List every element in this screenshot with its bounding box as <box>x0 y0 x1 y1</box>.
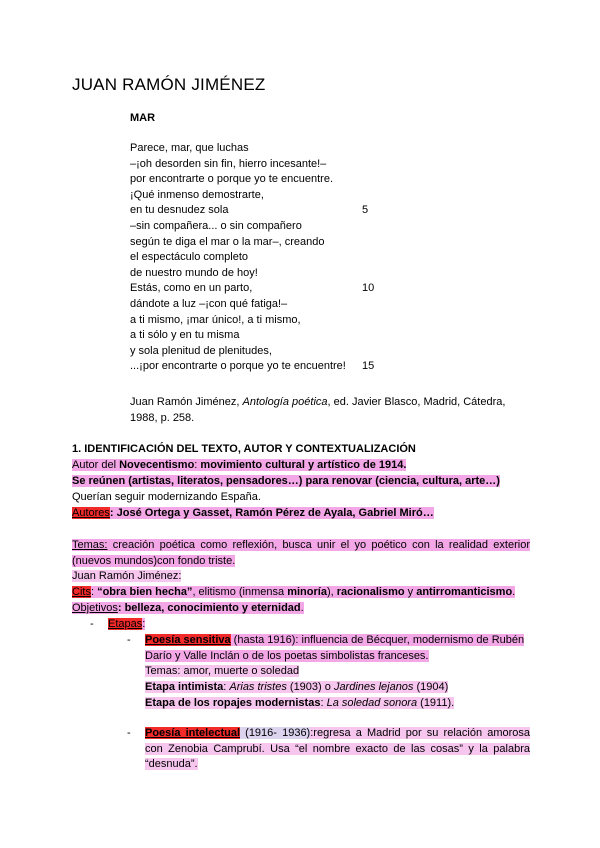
poem-line <box>130 141 346 157</box>
reunen-line: Se reúnen (artistas, literatos, pensadores…) para renovar (ciencia, cultura, arte…) <box>72 475 500 487</box>
bullet-dash: - <box>90 618 94 630</box>
citation-rest: , ed. Javier Blasco, Madrid, Cátedra, 1988, p. 258. <box>130 396 506 424</box>
poem-line-text: en tu desnudez sola <box>130 204 229 217</box>
jrj-line: Juan Ramón Jiménez: <box>72 570 182 582</box>
poem-line <box>130 188 346 204</box>
poem-line <box>130 157 346 173</box>
poem-line <box>130 172 346 188</box>
poem-citation <box>130 395 510 426</box>
autores-line: Autores: José Ortega y Gasset, Ramón Pérez de Ayala, Gabriel Miró… <box>72 507 434 519</box>
poem-line <box>130 313 346 329</box>
poem <box>130 141 375 375</box>
poem-line <box>130 359 375 375</box>
temas-paragraph: Temas: creación poética como reflexión, busca unir el yo poético con la realidad exterior (nuevos mundos)con fondo triste. <box>72 539 530 567</box>
poem-line <box>130 203 369 219</box>
poem-line-text: –sin compañera... o sin compañero <box>130 219 302 232</box>
autores-label: Autores <box>72 507 110 519</box>
sens-paragraph: Poesía sensitiva (hasta 1916): influencia de Bécquer, modernismo de Rubén Darío y Valle Inclán o de los poetas simbolistas franceses. <box>145 634 525 662</box>
poem-line-text: y sola plenitud de plenitudes, <box>130 344 272 357</box>
poem-line <box>130 219 346 235</box>
querian-line: Querían seguir modernizando España. <box>72 491 261 503</box>
intel-paragraph: Poesía intelectual (1916- 1936):regresa a Madrid por su relación amorosa con Zenobia Camprubí. Usa “el nombre exacto de las cosas” y la palabra “desnuda”. <box>145 727 530 771</box>
page-title: JUAN RAMÓN JIMÉNEZ <box>72 75 266 94</box>
poem-line-text: el espectáculo completo <box>130 251 249 264</box>
poem-line-text: dándote a luz –¡con qué fatiga!– <box>130 297 288 310</box>
poem-line-text: ¡Qué inmenso demostrarte, <box>130 188 264 201</box>
objetivos-line: Objetivos: belleza, conocimiento y eternidad. <box>72 602 304 614</box>
citation-author: Juan Ramón Jiménez, <box>130 396 243 408</box>
poem-line <box>130 250 346 266</box>
sens-temas: Temas: amor, muerte o soledad <box>145 665 300 677</box>
poem-line-text: de nuestro mundo de hoy! <box>130 266 258 279</box>
poem-line-text: según te diga el mar o la mar–, creando <box>130 235 325 248</box>
poem-line-text: por encontrarte o porque yo te encuentre. <box>130 173 334 186</box>
poem-line <box>130 328 346 344</box>
sens-dash: - <box>127 634 131 646</box>
poem-line-number: 5 <box>362 204 369 217</box>
autor-line: Autor del Novecentismo: movimiento cultural y artístico de 1914. <box>72 459 407 471</box>
poem-line <box>130 281 375 297</box>
poem-line-text: Parece, mar, que luchas <box>130 142 249 154</box>
poem-line <box>130 297 346 313</box>
poem-line-text: a ti mismo, ¡mar único!, a ti mismo, <box>130 313 301 326</box>
poem-line-number: 15 <box>362 360 375 373</box>
poem-line <box>130 266 346 282</box>
poem-line <box>130 344 346 360</box>
poem-line-text: –¡oh desorden sin fin, hierro incesante!– <box>130 157 327 170</box>
citation-book: Antología poética <box>242 396 328 408</box>
poem-line-number: 10 <box>362 282 375 295</box>
intel-dash: - <box>127 727 131 739</box>
poem-title: MAR <box>130 112 156 124</box>
ropajes-line: Etapa de los ropajes modernistas: La soledad sonora (1911). <box>145 697 455 709</box>
poem-line-text: ...¡por encontrarte o porque yo te encuentre! <box>130 360 346 373</box>
section-heading: 1. IDENTIFICACIÓN DEL TEXTO, AUTOR Y CONTEXTUALIZACIÓN <box>72 443 416 455</box>
etapas-line: Etapas: <box>108 618 146 630</box>
poem-line <box>130 235 346 251</box>
poem-line-text: Estás, como en un parto, <box>130 282 253 295</box>
cits-line: Cits: “obra bien hecha”, elitismo (inmensa minoría), racionalismo y antirromanticismo. <box>72 586 516 598</box>
intima-line: Etapa intimista: Arias tristes (1903) o Jardines lejanos (1904) <box>145 681 449 693</box>
poem-line-text: a ti sólo y en tu misma <box>130 329 240 342</box>
